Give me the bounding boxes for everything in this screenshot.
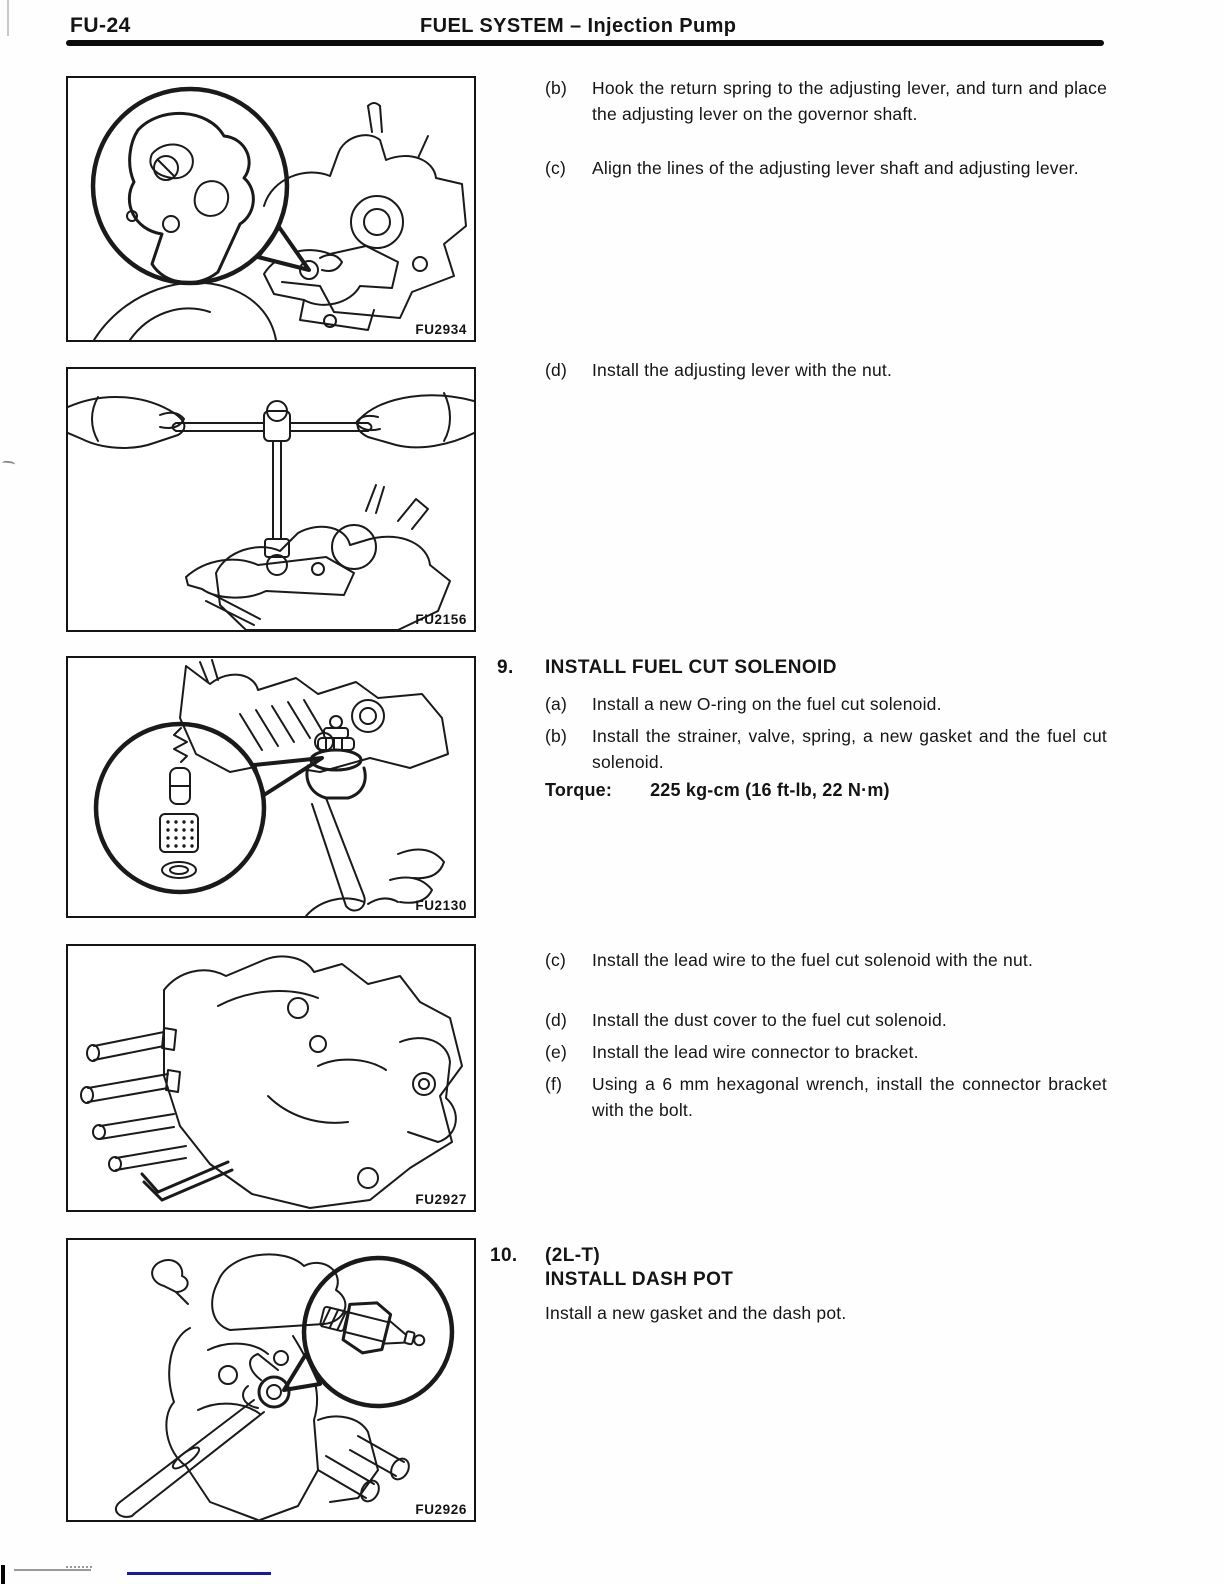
item-marker: (c) <box>545 950 567 970</box>
scan-edge-artifact <box>7 0 9 36</box>
torque-label: Torque: <box>545 780 613 800</box>
step8-item-d <box>545 358 1107 384</box>
step9-heading <box>497 656 1107 680</box>
figure-fu2926 <box>66 1238 476 1522</box>
step-number: 9. <box>497 657 514 678</box>
item-marker: (b) <box>545 78 567 98</box>
item-text: Hook the return spring to the adjusting lever, and turn and place the adjusting lever on the governor shaft. <box>592 78 1107 124</box>
wrench-drawing <box>116 1354 278 1517</box>
torque-spec <box>545 780 890 801</box>
t-handle-wrench-illustration <box>68 369 474 630</box>
item-marker: (d) <box>545 360 567 380</box>
scan-blueline-artifact <box>127 1572 271 1575</box>
page-code: FU-24 <box>70 14 131 37</box>
item-text: Install the dust cover to the fuel cut solenoid. <box>592 1010 947 1030</box>
step9-item-e <box>545 1040 1107 1066</box>
scan-squiggle-artifact <box>2 460 16 469</box>
pump-body-drawing <box>186 485 450 630</box>
item-marker: (b) <box>545 726 567 746</box>
scan-dots-artifact <box>66 1566 92 1570</box>
magnifier-inset-drawing <box>93 89 287 283</box>
step-variant: (2L-T) <box>545 1245 601 1266</box>
step10-text: Install a new gasket and the dash pot. <box>545 1303 847 1323</box>
item-text: Install the strainer, valve, spring, a new gasket and the fuel cut solenoid. <box>592 726 1107 772</box>
item-text: Install the adjusting lever with the nut. <box>592 360 893 380</box>
fuel-cut-solenoid-illustration <box>68 658 474 916</box>
step-number: 10. <box>490 1245 518 1266</box>
item-text: Install a new O-ring on the fuel cut solenoid. <box>592 694 942 714</box>
figure-code: FU2926 <box>415 1502 467 1517</box>
scan-tick-artifact <box>1 1565 5 1584</box>
injection-pump-hex-wrench-illustration <box>68 946 474 1210</box>
step9-item-b <box>545 724 1107 775</box>
item-marker: (e) <box>545 1042 567 1062</box>
item-marker: (a) <box>545 694 567 714</box>
injection-pipes-drawing <box>81 1028 186 1171</box>
step-title: INSTALL FUEL CUT SOLENOID <box>545 657 837 678</box>
item-text: Using a 6 mm hexagonal wrench, install the connector bracket with the bolt. <box>592 1074 1107 1120</box>
item-text: Install the lead wire to the fuel cut solenoid with the nut. <box>592 950 1034 970</box>
step9-item-a <box>545 692 1107 718</box>
t-handle-wrench-drawing <box>173 401 372 557</box>
item-marker: (f) <box>545 1074 563 1094</box>
hex-wrench-drawing <box>142 1162 232 1200</box>
item-text: Install the lead wire connector to bracket. <box>592 1042 919 1062</box>
magnifier-inset-dash-pot-drawing <box>304 1258 452 1406</box>
figure-code: FU2156 <box>415 612 467 627</box>
pump-body-drawing <box>152 1254 412 1520</box>
step10-heading <box>490 1244 1110 1292</box>
figure-fu2156 <box>66 367 476 632</box>
adjusting-lever-illustration <box>68 78 474 340</box>
figure-code: FU2130 <box>415 898 467 913</box>
header-title: FUEL SYSTEM – Injection Pump <box>420 15 737 37</box>
step8-item-c <box>545 156 1107 182</box>
figure-fu2927 <box>66 944 476 1212</box>
step-title: INSTALL DASH POT <box>545 1269 734 1290</box>
step9-item-f <box>545 1072 1107 1123</box>
item-marker: (d) <box>545 1010 567 1030</box>
hand-drawing <box>94 283 276 340</box>
left-hand-drawing <box>68 397 184 448</box>
item-marker: (c) <box>545 158 567 178</box>
figure-code: FU2934 <box>415 322 467 337</box>
right-hand-drawing <box>356 393 474 447</box>
figure-code: FU2927 <box>415 1192 467 1207</box>
torque-value: 225 kg-cm (16 ft-lb, 22 N·m) <box>650 780 890 800</box>
figure-fu2934 <box>66 76 476 342</box>
dash-pot-illustration <box>68 1240 474 1520</box>
figure-fu2130 <box>66 656 476 918</box>
magnifier-inset-parts-drawing <box>96 724 264 892</box>
step9-item-d <box>545 1008 1107 1034</box>
step8-item-b <box>545 76 1107 127</box>
step9-item-c <box>545 948 1107 974</box>
header-rule <box>66 40 1104 46</box>
item-text: Align the lines of the adjusting lever shaft and adjusting lever. <box>592 158 1079 178</box>
